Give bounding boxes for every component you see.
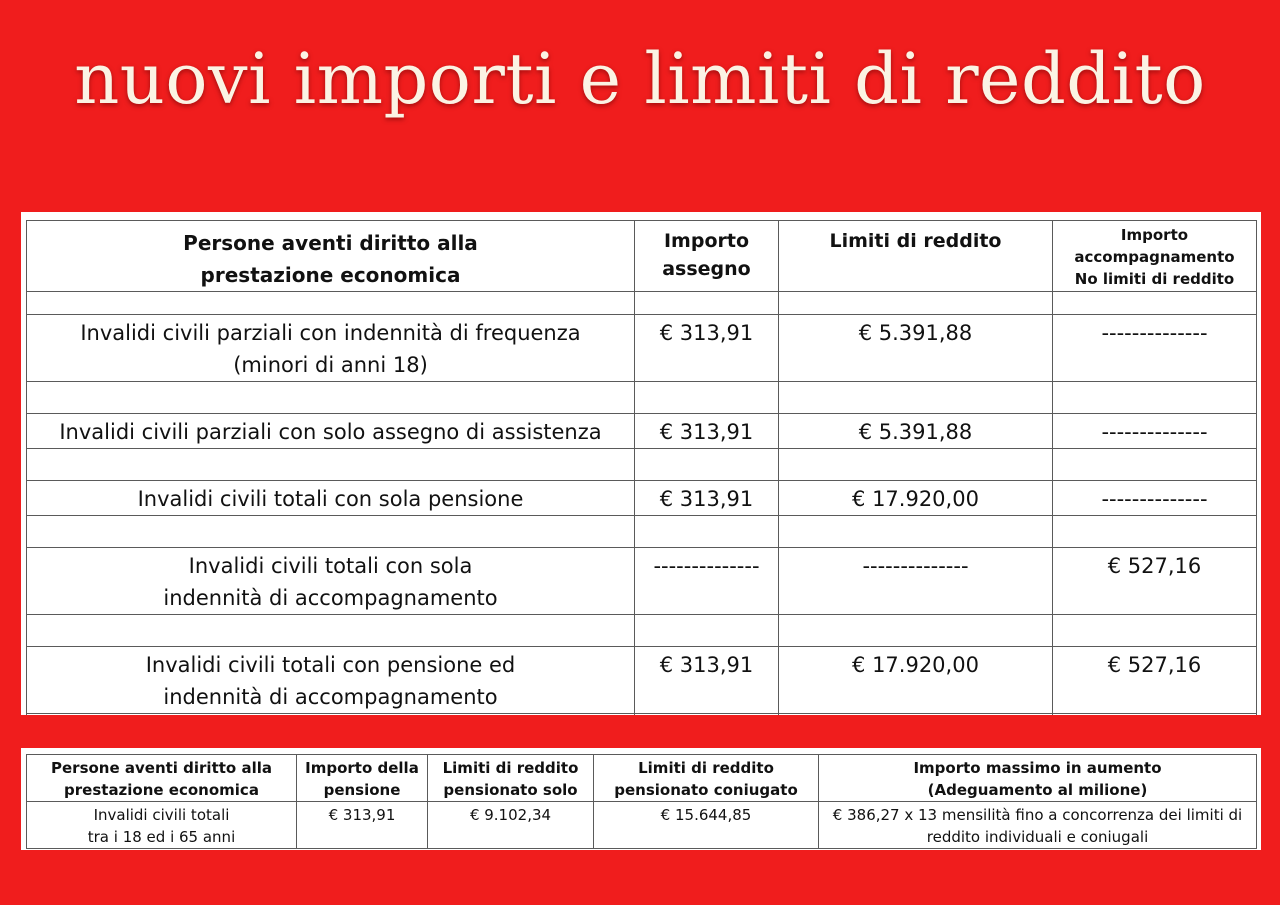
row-description: Invalidi civili totali con sola indennità di accompagnamento [27, 548, 635, 615]
row-importo: € 313,91 [297, 802, 428, 849]
row-limiti: € 17.920,00 [779, 481, 1053, 516]
table-row [27, 647, 1257, 714]
row-accompagnamento: € 527,16 [1053, 548, 1257, 615]
row-limiti: € 5.391,88 [779, 414, 1053, 449]
spacer-row [27, 449, 1257, 481]
row-description: Invalidi civili parziali con indennità di frequenza (minori di anni 18) [27, 315, 635, 382]
row-accompagnamento: -------------- [1053, 481, 1257, 516]
row-accompagnamento: -------------- [1053, 414, 1257, 449]
spacer-row [27, 714, 1257, 716]
table-row [27, 414, 1257, 449]
table-row [27, 802, 1257, 849]
header-persons: Persone aventi diritto alla prestazione economica [27, 221, 635, 292]
table-header-row [27, 221, 1257, 292]
row-limiti: € 17.920,00 [779, 647, 1053, 714]
header-accompagnamento: Importo accompagnamento No limiti di reddito [1053, 221, 1257, 292]
table-row [27, 315, 1257, 382]
header-importo-assegno: Importo assegno [635, 221, 779, 292]
row-limiti-solo: € 9.102,34 [428, 802, 594, 849]
row-importo: € 313,91 [635, 647, 779, 714]
row-accompagnamento: -------------- [1053, 315, 1257, 382]
row-importo: € 313,91 [635, 414, 779, 449]
spacer-row [27, 516, 1257, 548]
header-limiti-solo: Limiti di reddito pensionato solo [428, 755, 594, 802]
pension-table-panel [21, 748, 1261, 850]
header-persons: Persone aventi diritto alla prestazione economica [27, 755, 297, 802]
header-importo-pensione: Importo della pensione [297, 755, 428, 802]
row-description: Invalidi civili totali con pensione ed indennità di accompagnamento [27, 647, 635, 714]
row-limiti: -------------- [779, 548, 1053, 615]
row-description: Invalidi civili totali tra i 18 ed i 65 anni [27, 802, 297, 849]
row-importo: € 313,91 [635, 315, 779, 382]
pension-table [26, 754, 1257, 849]
row-limiti: € 5.391,88 [779, 315, 1053, 382]
table-header-row [27, 755, 1257, 802]
row-description: Invalidi civili totali con sola pensione [27, 481, 635, 516]
header-limiti-reddito: Limiti di reddito [779, 221, 1053, 292]
table-row [27, 481, 1257, 516]
spacer-row [27, 615, 1257, 647]
table-row [27, 548, 1257, 615]
row-limiti-coniugato: € 15.644,85 [594, 802, 819, 849]
header-importo-massimo: Importo massimo in aumento (Adeguamento al milione) [819, 755, 1257, 802]
spacer-row [27, 382, 1257, 414]
header-limiti-coniugato: Limiti di reddito pensionato coniugato [594, 755, 819, 802]
benefits-table [26, 220, 1257, 715]
spacer-row [27, 292, 1257, 315]
benefits-table-panel [21, 212, 1261, 715]
row-importo-massimo: € 386,27 x 13 mensilità fino a concorrenza dei limiti di reddito individuali e coniugali [819, 802, 1257, 849]
row-importo: -------------- [635, 548, 779, 615]
row-description: Invalidi civili parziali con solo assegno di assistenza [27, 414, 635, 449]
row-importo: € 313,91 [635, 481, 779, 516]
row-accompagnamento: € 527,16 [1053, 647, 1257, 714]
page-title: nuovi importi e limiti di reddito [74, 38, 1206, 120]
